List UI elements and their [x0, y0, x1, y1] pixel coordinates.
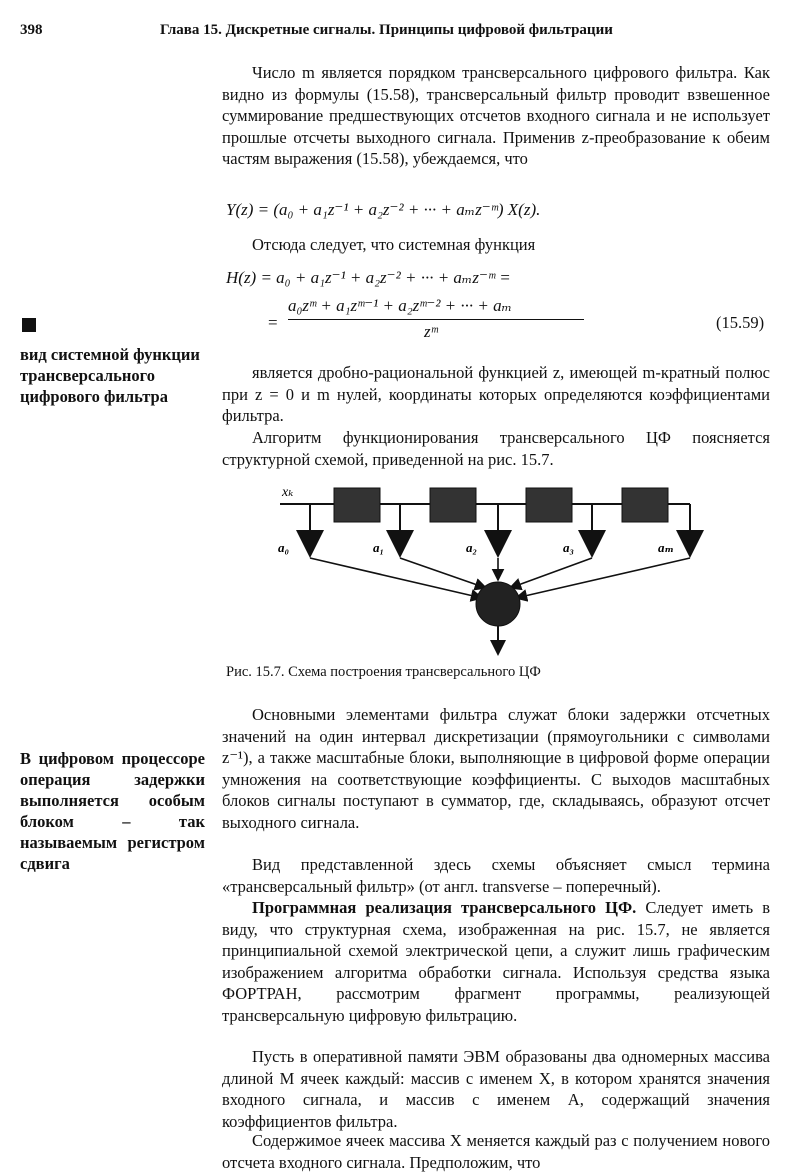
paragraph-7-text: Следует иметь в виду, что структурная схема, изображенная на рис. 15.7, не является принципиальной схемой электрической цепи, а служит лишь графическим изображением алгоритма обработки сигнала. Используя средства языка ФОРТРАН, рассмотрим фрагмент программы, реализующей трансверсальную цифровую фильтрацию.: [222, 898, 770, 1025]
paragraph-7: [222, 897, 770, 1026]
input-label: xₖ: [282, 485, 294, 500]
paragraph-4: Алгоритм функционирования трансверсального ЦФ поясняется структурной схемой, приведенной на рис. 15.7.: [222, 428, 770, 469]
coef-label-3: a₃: [563, 540, 575, 555]
scale-block-3: [578, 530, 606, 558]
scale-block-2: [484, 530, 512, 558]
paragraph-8: Пусть в оперативной памяти ЭВМ образованы два одномерных массива длиной M ячеек каждый: массив с именем X, в котором хранятся значения входного сигнала, и массив с именем A, содержащий значения коэффициентов фильтра.: [222, 1047, 770, 1131]
paragraph-3: является дробно-рациональной функцией z, имеющей m-кратный полюс при z = 0 и m нулей, координаты которых определяются коэффициентами фильтра.: [222, 363, 770, 425]
equation-h-line1: H(z) = a₀ + a₁z⁻¹ + a₂z⁻² + ··· + aₘz⁻ᵐ =: [226, 268, 511, 287]
paragraph-6: Вид представленной здесь схемы объясняет смысл термина «трансверсальный фильтр» (от англ. transverse – поперечный).: [222, 855, 770, 896]
sidenote-bullet: [22, 318, 36, 332]
scale-block-m: [676, 530, 704, 558]
paragraph-5: Основными элементами фильтра служат блоки задержки отсчетных значений на один интервал дискретизации (прямоугольники с символами z⁻¹), а также масштабные блоки, выполняющие в цифровой форме операции умножения на соответствующие коэффициенты. С выходов масштабных блоков сигналы поступают в сумматор, где, складываясь, образуют отсчет выходного сигнала.: [222, 705, 770, 832]
summator: [476, 582, 520, 626]
filter-diagram: [230, 478, 730, 658]
coef-label-2: a₂: [466, 540, 478, 555]
paragraph-9: Содержимое ячеек массива X меняется каждый раз с получением нового отсчета входного сигнала. Предположим, что: [222, 1131, 770, 1172]
paragraph-1: Число m является порядком трансверсального цифрового фильтра. Как видно из формулы (15.58), трансверсальный фильтр проводит взвешенное суммирование предшествующих отсчетов входного сигнала и не использует прошлые отсчеты выходного сигнала. Применив z-преобразование к обеим частям выражения (15.58), убеждаемся, что: [222, 63, 770, 168]
equation-h-numerator: a₀zᵐ + a₁zᵐ⁻¹ + a₂zᵐ⁻² + ··· + aₘ: [288, 296, 513, 315]
page-number: 398: [20, 22, 43, 38]
equation-h-denominator: zᵐ: [424, 322, 438, 341]
delay-block-2: [430, 488, 476, 522]
figure-caption: Рис. 15.7. Схема построения трансверсального ЦФ: [226, 664, 541, 680]
scale-block-0: [296, 530, 324, 558]
delay-block-1: [334, 488, 380, 522]
delay-block-4: [622, 488, 668, 522]
fraction-bar: [288, 319, 584, 320]
coef-label-0: a₀: [278, 540, 290, 555]
equation-number: (15.59): [716, 313, 765, 332]
sidenote-shift-register: В цифровом процессоре операция задержки выполняется особым блоком – так называемым регистром сдвига: [20, 749, 205, 873]
paragraph-2: Отсюда следует, что системная функция: [252, 235, 536, 254]
coef-label-1: a₁: [373, 540, 385, 555]
scale-block-1: [386, 530, 414, 558]
sum-input-1: [400, 558, 486, 588]
delay-block-3: [526, 488, 572, 522]
sidenote-system-function: вид системной функции трансверсального цифрового фильтра: [20, 345, 200, 406]
equation-h-equals: =: [268, 313, 278, 332]
chapter-title: Глава 15. Дискретные сигналы. Принципы цифровой фильтрации: [160, 22, 613, 38]
coef-label-m: aₘ: [658, 540, 674, 555]
equation-y: Y(z) = (a₀ + a₁z⁻¹ + a₂z⁻² + ··· + aₘz⁻ᵐ) X(z).: [226, 200, 541, 219]
sum-input-m: [516, 558, 690, 598]
section-heading: Программная реализация трансверсального ЦФ.: [252, 898, 637, 917]
